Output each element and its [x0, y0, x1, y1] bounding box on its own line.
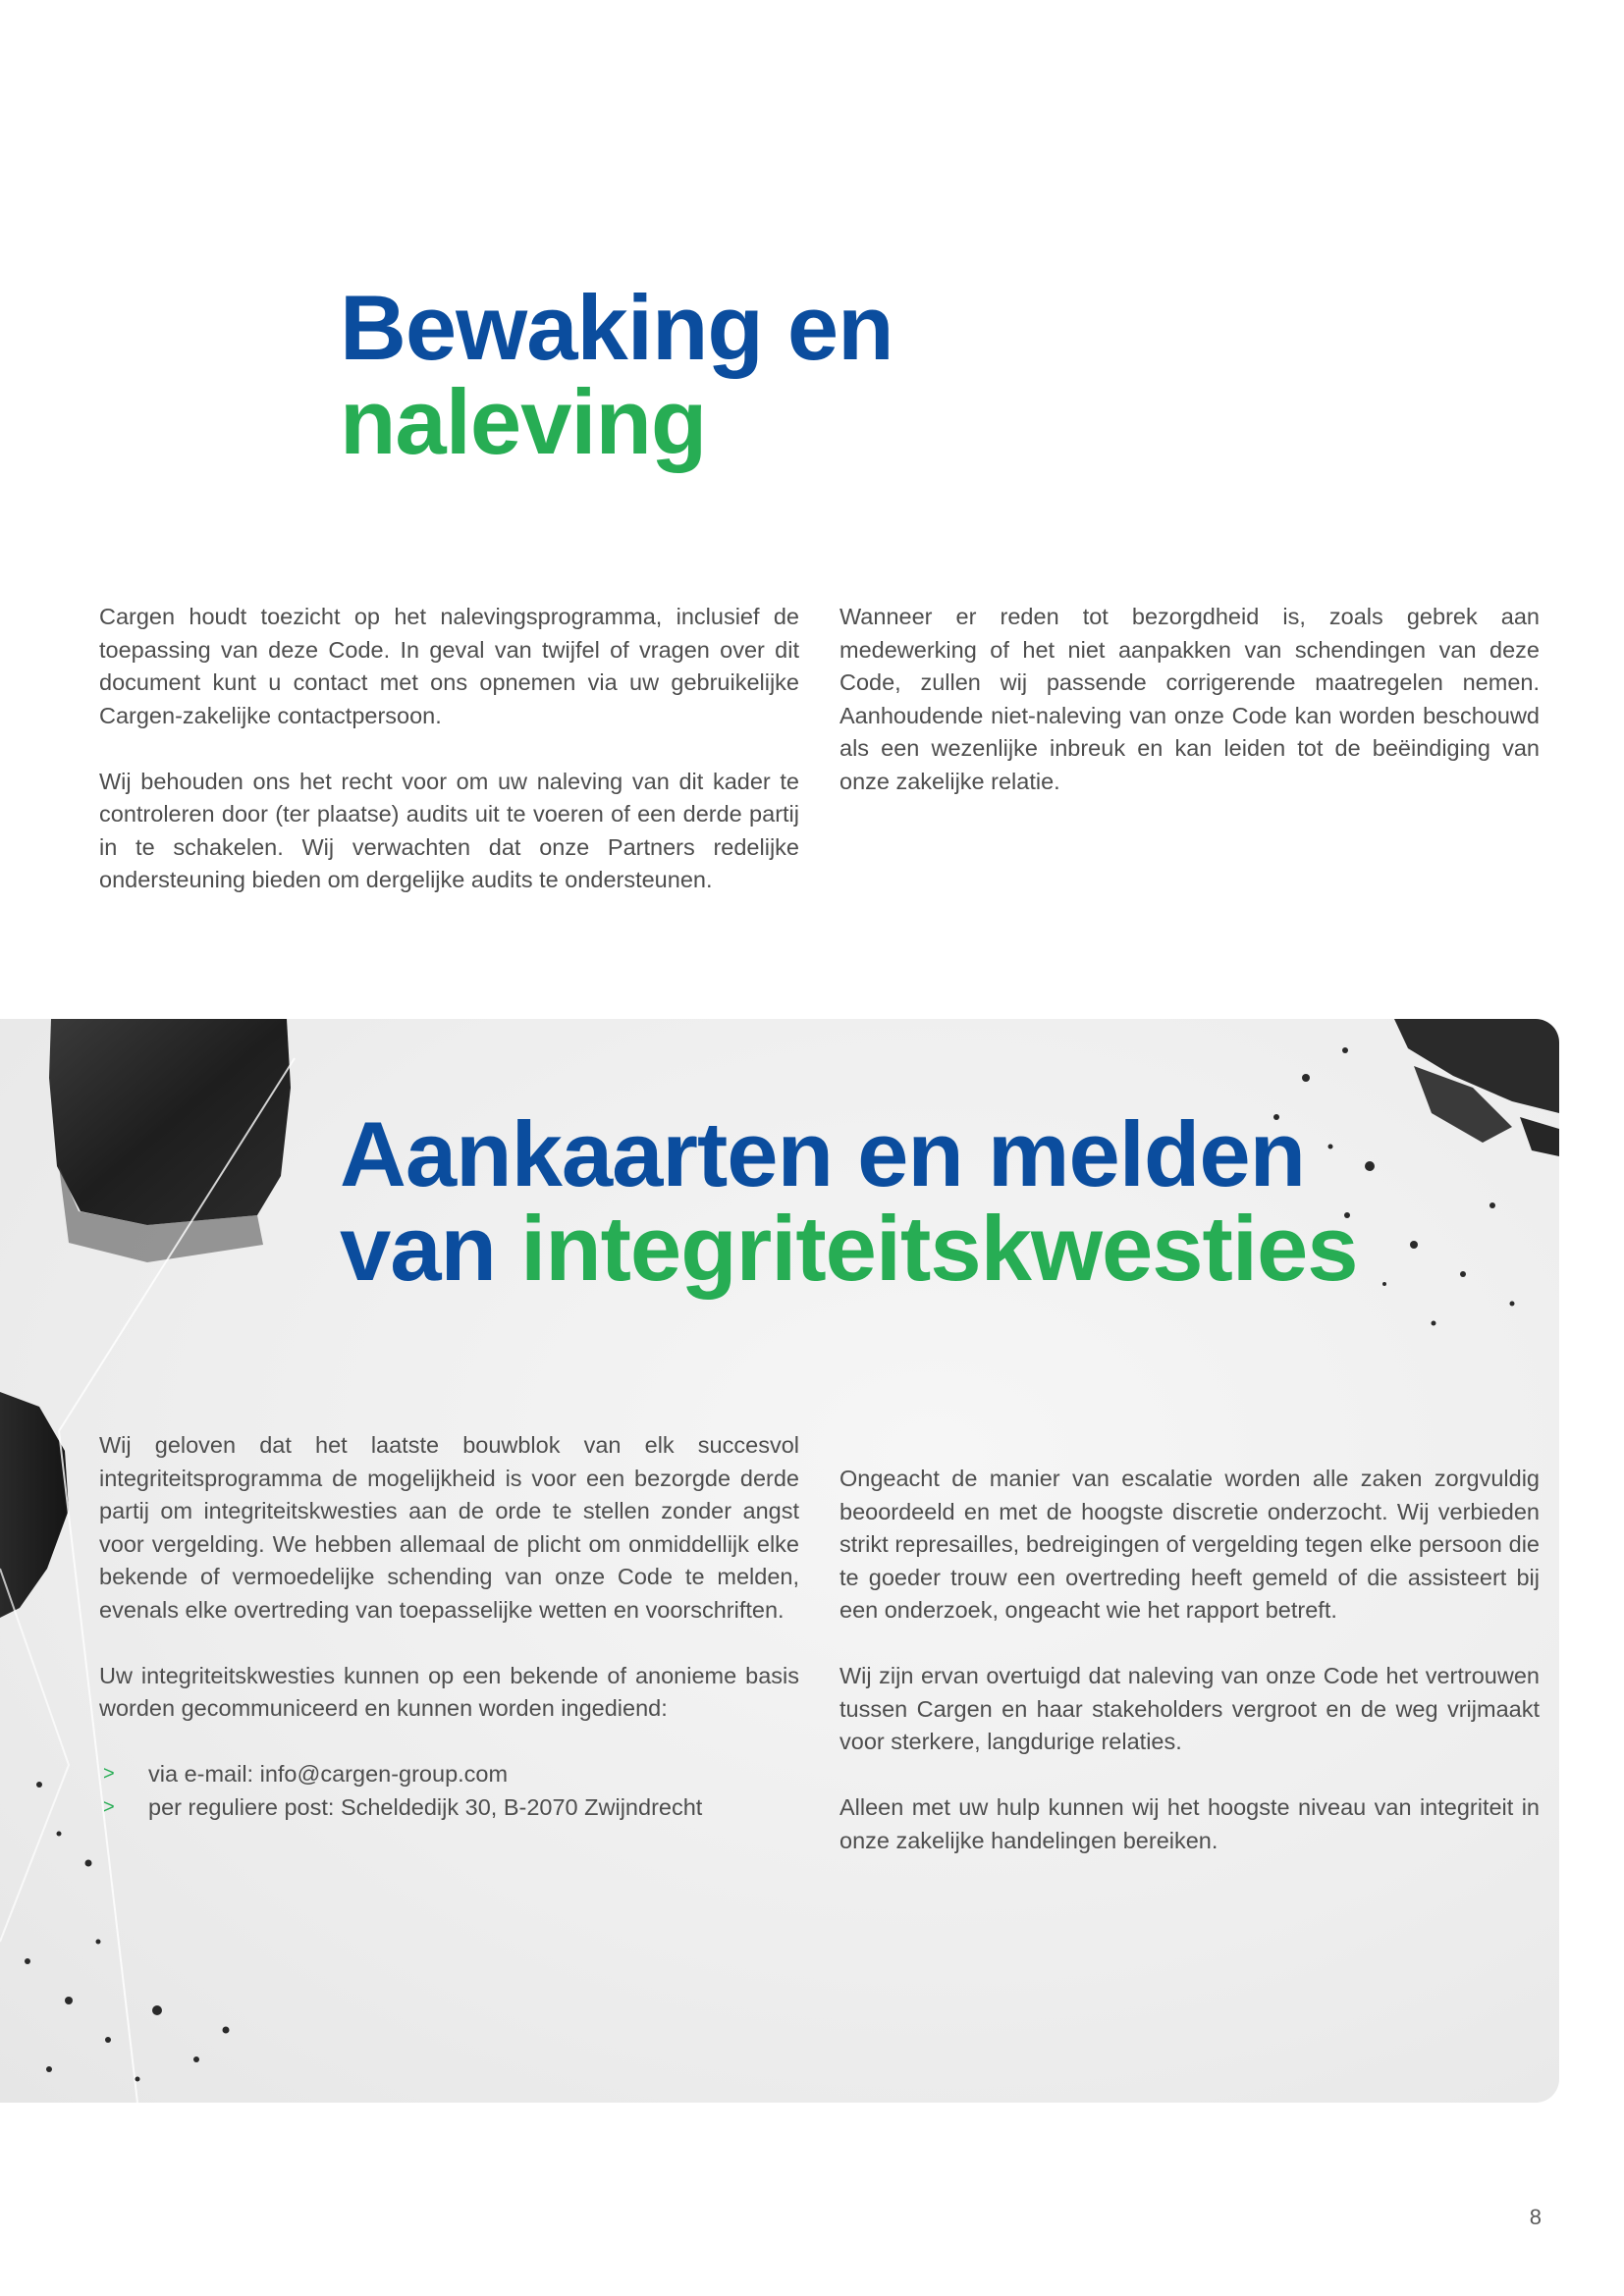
- section-title-line-2-blue: van: [340, 1197, 521, 1300]
- chevron-right-icon: >: [103, 1763, 115, 1785]
- monitoring-right-column: [839, 601, 1540, 798]
- page-number: 8: [1529, 2205, 1542, 2229]
- section-title-line-2-green: integriteitskwesties: [520, 1197, 1358, 1300]
- paragraph: Ongeacht de manier van escalatie worden alle zaken zorgvuldig beoordeeld en met de hoogste discretie onderzocht. Wij verbieden strikt represailles, bedreigingen of vergelding tegen elke persoon die te goeder trouw een overtreding heeft gemeld of die assisteert bij een onderzoek, ongeacht wie het rapport betreft.: [839, 1466, 1540, 1623]
- paragraph: Uw integriteitskwesties kunnen op een bekende of anonieme basis worden gecommuniceerd en kunnen worden ingediend:: [99, 1662, 799, 1721]
- monitoring-left-column: [99, 601, 799, 897]
- reporting-right-column: [839, 1463, 1540, 1857]
- paragraph: Wij behouden ons het recht voor om uw naleving van dit kader te controleren door (ter plaatse) audits uit te voeren of een derde partij in te schakelen. Wij verwachten dat onze Partners redelijke ondersteuning bieden om dergelijke audits te ondersteunen.: [99, 768, 799, 892]
- reporting-left-column: [99, 1429, 799, 1824]
- section-title-line-1: Bewaking en: [340, 276, 893, 379]
- paragraph: Wij zijn ervan overtuigd dat naleving van onze Code het vertrouwen tussen Cargen en haar stakeholders vergroot en de weg vrijmaakt voor sterkere, langdurige relaties.: [839, 1663, 1540, 1754]
- contact-postal-address: per reguliere post: Scheldedijk 30, B-2070 Zwijndrecht: [148, 1793, 703, 1820]
- chevron-right-icon: >: [103, 1795, 115, 1818]
- paragraph: Wij geloven dat het laatste bouwblok van elk succesvol integriteitsprogramma de mogelijkheid is voor een bezorgde derde partij om integriteitskwesties aan de orde te stellen zonder angst voor vergelding. We hebben allemaal de plicht om onmiddellijk elke bekende of vermoedelijke schending van onze Code te melden, evenals elke overtreding van toepasselijke wetten en voorschriften.: [99, 1432, 799, 1623]
- section-title-line-2: naleving: [340, 370, 707, 473]
- paragraph: Wanneer er reden tot bezorgdheid is, zoals gebrek aan medewerking of het niet aanpakken van schendingen van deze Code, zullen wij passende corrigerende maatregelen nemen. Aanhoudende niet-naleving van onze Code kan worden beschouwd als een wezenlijke inbreuk en kan leiden tot de beëindiging van onze zakelijke relatie.: [839, 604, 1540, 794]
- section-title-line-1: Aankaarten en melden: [340, 1102, 1306, 1205]
- paragraph: Cargen houdt toezicht op het nalevingsprogramma, inclusief de toepassing van deze Code. In geval van twijfel of vragen over dit document kunt u contact met ons opnemen via uw gebruikelijke Cargen-zakelijke contactpersoon.: [99, 604, 799, 728]
- contact-list: [99, 1758, 799, 1824]
- contact-email[interactable]: via e-mail: info@cargen-group.com: [148, 1761, 509, 1787]
- section-title-line-2: [340, 1197, 1358, 1300]
- section-title-reporting: [340, 1102, 1358, 1300]
- list-item-email: [99, 1758, 799, 1791]
- section-title-monitoring: [340, 276, 893, 473]
- list-item-post: [99, 1791, 799, 1825]
- paragraph: Alleen met uw hulp kunnen wij het hoogste niveau van integriteit in onze zakelijke handelingen bereiken.: [839, 1794, 1540, 1853]
